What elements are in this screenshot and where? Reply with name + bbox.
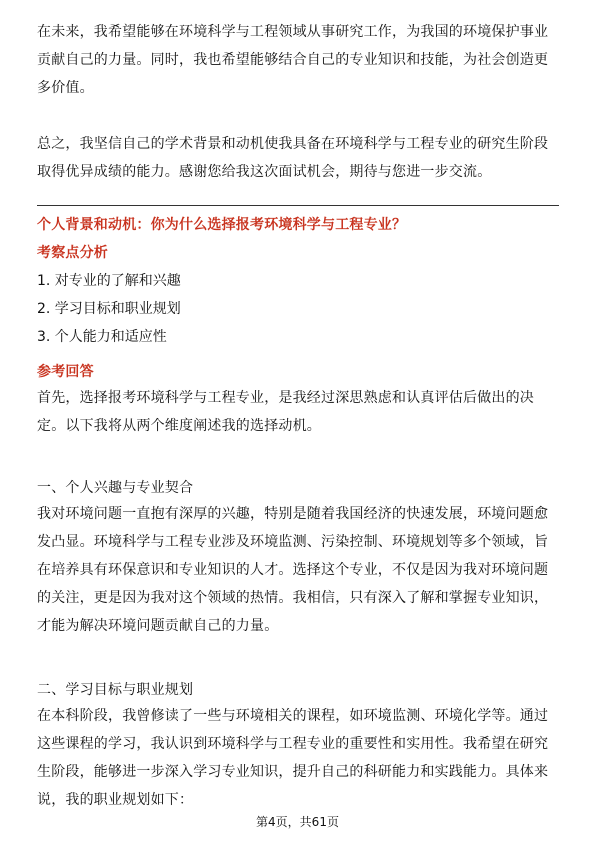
closing-paragraph-summary: 总之，我坚信自己的学术背景和动机使我具备在环境科学与工程专业的研究生阶段取得优异成绩的能力。感谢您给我这次面试机会，期待与您进一步交流。 <box>37 136 549 180</box>
section1-heading: 一、个人兴趣与专业契合 <box>37 480 194 496</box>
question-title: 个人背景和动机：你为什么选择报考环境科学与工程专业？ <box>37 217 407 233</box>
section2-heading: 二、学习目标与职业规划 <box>37 682 194 698</box>
analysis-heading: 考察点分析 <box>37 245 108 261</box>
analysis-point-2: 2. 学习目标和职业规划 <box>37 301 181 317</box>
section2-body: 在本科阶段，我曾修读了一些与环境相关的课程，如环境监测、环境化学等。通过这些课程的学习，我认识到环境科学与工程专业的重要性和实用性。我希望在研究生阶段，能够进一步深入学习专业知识，提升自己的科研能力和实践能力。具体来说，我的职业规划如下： <box>37 708 549 808</box>
page-number: 第4页，共61页 <box>256 815 339 829</box>
analysis-point-1: 1. 对专业的了解和兴趣 <box>37 273 181 289</box>
answer-intro: 首先，选择报考环境科学与工程专业，是我经过深思熟虑和认真评估后做出的决定。以下我将从两个维度阐述我的选择动机。 <box>37 390 534 434</box>
closing-paragraph-future: 在未来，我希望能够在环境科学与工程领域从事研究工作，为我国的环境保护事业贡献自己的力量。同时，我也希望能够结合自己的专业知识和技能，为社会创造更多价值。 <box>37 24 549 96</box>
section-divider <box>37 205 559 206</box>
analysis-point-3: 3. 个人能力和适应性 <box>37 329 167 345</box>
section1-body: 我对环境问题一直抱有深厚的兴趣，特别是随着我国经济的快速发展，环境问题愈发凸显。环境科学与工程专业涉及环境监测、污染控制、环境规划等多个领域，旨在培养具有环保意识和专业知识的人才。选择这个专业，不仅是因为我对环境问题的关注，更是因为我对这个领域的热情。我相信，只有深入了解和掌握专业知识，才能为解决环境问题贡献自己的力量。 <box>37 506 549 634</box>
answer-heading: 参考回答 <box>37 364 94 380</box>
